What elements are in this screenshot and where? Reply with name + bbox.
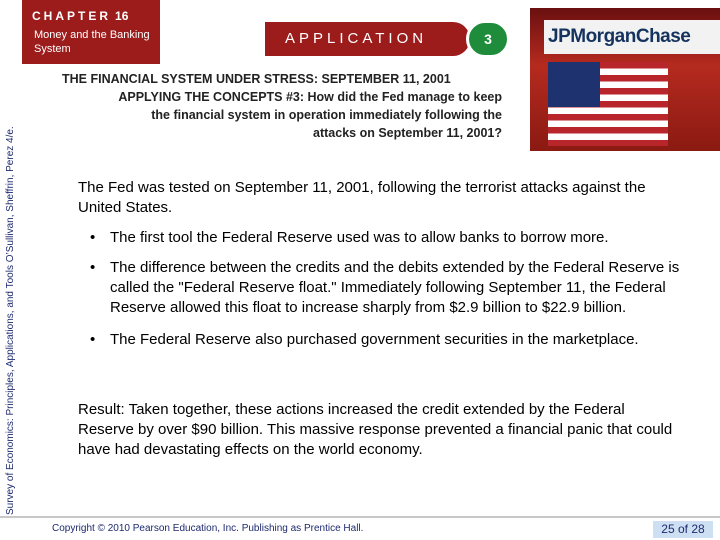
side-credit: Survey of Economics: Principles, Applications, and Tools O’Sullivan, Sheffrin, Perez 4/e. (5, 126, 16, 515)
chapter-subtitle: Money and the Banking System (34, 29, 150, 55)
bullet-dot-icon: • (90, 331, 96, 348)
heading-line-2: APPLYING THE CONCEPTS #3: How did the Fed manage to keep (118, 90, 502, 104)
heading-line-1: THE FINANCIAL SYSTEM UNDER STRESS: SEPTEMBER 11, 2001 (62, 72, 451, 86)
chapter-number: 16 (115, 9, 129, 23)
chapter-label (32, 9, 128, 23)
photo-logo-sign: JPMorganChase (544, 20, 720, 54)
american-flag (548, 62, 668, 146)
chapter-header (22, 0, 160, 64)
copyright-text: Copyright © 2010 Pearson Education, Inc. Publishing as Prentice Hall. (52, 523, 364, 534)
bullet-text: The difference between the credits and the debits extended by the Federal Reserve is called the "Federal Reserve float." Immediately following September 11, the Federal Reserve allowed this float to increase sharply from $2.9 billion to $22.9 billion. (110, 259, 680, 316)
jpmorgan-flag-photo (530, 8, 720, 151)
bullet-text: The Federal Reserve also purchased government securities in the marketplace. (110, 331, 639, 348)
slide-number (653, 521, 713, 538)
bullet-dot-icon: • (90, 259, 96, 276)
application-banner: APPLICATION (265, 22, 470, 56)
bullet-text: The first tool the Federal Reserve used was to allow banks to borrow more. (110, 229, 609, 246)
section-heading (62, 70, 502, 142)
bullet-item (90, 258, 702, 318)
bullet-list (90, 228, 702, 359)
bullet-item (90, 330, 702, 350)
application-number-badge: 3 (466, 20, 510, 58)
heading-line-3: the financial system in operation immediately following the (151, 108, 502, 122)
page-current: 25 (661, 522, 675, 536)
page-of: of (677, 522, 688, 536)
heading-line-4: attacks on September 11, 2001? (313, 126, 502, 140)
bullet-dot-icon: • (90, 229, 96, 246)
intro-paragraph: The Fed was tested on September 11, 2001, following the terrorist attacks against the United States. (78, 179, 646, 216)
chapter-word: CHAPTER (32, 9, 112, 23)
flag-canton (548, 62, 600, 107)
result-paragraph: Result: Taken together, these actions increased the credit extended by the Federal Reserve by over $90 billion. This massive response prevented a financial panic that could have had devastating effects on the world economy. (78, 401, 673, 458)
bullet-item (90, 228, 702, 248)
page-total: 28 (691, 522, 705, 536)
footer-divider (0, 516, 720, 518)
